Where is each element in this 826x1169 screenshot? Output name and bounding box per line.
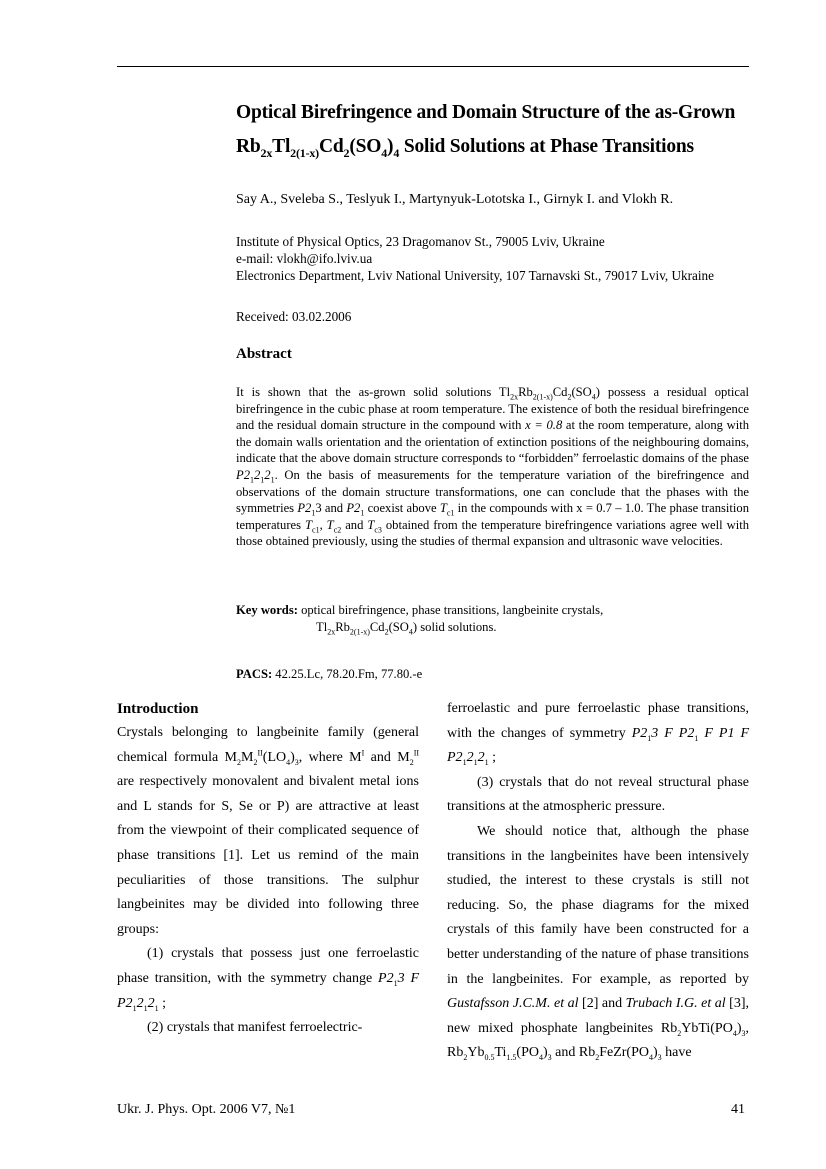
authors: Say A., Sveleba S., Teslyuk I., Martynyuk-Lototska I., Girnyk I. and Vlokh R. — [236, 192, 674, 207]
title-sub: 2 — [343, 145, 350, 160]
affiliation-1: Institute of Physical Optics, 23 Dragomanov St., 79005 Lviv, Ukraine — [236, 234, 605, 249]
text: and M — [364, 749, 410, 765]
kw-part: (SO — [388, 619, 409, 634]
abstract-text: P2 — [236, 467, 250, 482]
title-line-1: Optical Birefringence and Domain Structure of the as-Grown — [236, 102, 736, 123]
citation-author: Trubach I.G. et al — [625, 996, 726, 1012]
text: , where M — [298, 749, 362, 765]
text: ) — [542, 1045, 548, 1061]
paragraph: (1) crystals that possess just one ferroelastic phase transition, with the symmetry change $P2_13$ F $P2_12_12_1$ ; — [117, 946, 420, 1013]
paragraph: ferroelastic and pure ferroelastic phase transitions, with the changes of symmetry $P2_13$ F $P2_1$ F P1 F $P2_12_12_1$ ; — [447, 701, 749, 767]
abstract-text: obtained from the temperature birefringence variations agree well with those obtained previously, using the studies of thermal expansion and ultrasonic wave velocities. — [236, 517, 749, 549]
title-sub: 4 — [381, 145, 388, 160]
left-column — [117, 697, 419, 1041]
title-sub: 2x — [260, 145, 273, 160]
kw-part: Cd — [369, 619, 385, 634]
abstract-heading: Abstract — [236, 346, 292, 362]
title-sub: 4 — [393, 145, 400, 160]
text: Ti — [494, 1045, 507, 1061]
text: (LO — [262, 749, 287, 765]
text: Crystals belonging to langbeinite family (general chemical formula M — [117, 725, 419, 765]
text: and Rb — [551, 1045, 596, 1061]
abstract-text: It is shown that the as-grown solid solutions Tl — [236, 385, 511, 399]
abstract-body: It is shown that the as-grown solid solutions $Tl_{2x}Rb_{2(1-x)}Cd_2(SO_4)$ possess a residual optical birefringence in the cubic phase at room temperature. The existence of both the residual birefringence and the residual domain structure in the compound with x = 0.8 at the room temperature, along with the domain walls orientation and the orientation of extinction positions of the neighbouring domains, indicate that the above domain structure corresponds to “forbidden” ferroelastic domains of the phase $P2_12_12_1$. On the basis of measurements for the temperature variation of the birefringence and observations of the domain structure transformations, one can conclude that the phases with the symmetries $P2_13$ and $P2_1$ coexist above $T_{c1}$ in the compounds with x = 0.7 – 1.0. The phase transition temperatures $T_{c1}$, $T_{c2}$ and $T_{c3}$ obtained from the temperature birefringence variations agree well with those obtained previously, using the studies of thermal expansion and ultrasonic wave velocities. — [236, 385, 750, 549]
text: P2 — [631, 725, 648, 741]
title-part: ) — [387, 136, 394, 157]
text: (PO — [516, 1045, 539, 1061]
text: ) — [736, 1020, 742, 1036]
title-part: Solid Solutions at Phase Transitions — [399, 136, 694, 157]
abstract-text: T — [305, 517, 313, 532]
title-part: (SO — [349, 136, 382, 157]
abstract-text: and — [341, 517, 368, 532]
abstract-text: x = 0.8 — [525, 418, 563, 433]
text: ) — [653, 1045, 658, 1061]
text: FeZr(PO — [599, 1045, 649, 1061]
text: 3 F P2 — [651, 725, 695, 741]
abstract-text: Rb — [518, 385, 533, 399]
abstract-text: ) possess a residual optical birefringence in the cubic phase at room temperature. The existence of both the residual birefringence and the residual domain structure in the compound with — [236, 385, 749, 433]
pacs-label: PACS: — [236, 667, 273, 681]
right-column — [447, 697, 749, 1066]
abstract-text: T — [439, 501, 447, 516]
top-rule — [117, 66, 749, 67]
text: are respectively monovalent and bivalent metal ions and L stands for S, Se or P) are attractive at least from the viewpoint of their complicated sequence of phase transitions [1]. Let us remind of the main peculiarities of those transitions. The sulphur langbeinites may be divided into following three groups: — [117, 774, 419, 937]
page-number: 41 — [731, 1102, 745, 1117]
citation-author: Gustafsson J.C.M. et al — [447, 996, 579, 1012]
text: P2 — [378, 970, 394, 986]
abstract-text: . On the basis of measurements for the temperature variation of the birefringence and observations of the domain structure transformations, one can conclude that the phases with the symmetries — [236, 467, 749, 516]
title-sub: 2(1-x) — [290, 145, 319, 160]
title-part: Tl — [272, 136, 291, 157]
text: YbTi(PO — [681, 1020, 733, 1036]
text: We should notice that, although the phase transitions in the langbeinites have been intensively studied, the interest to these crystals is still not reducing. So, the phase diagrams for the mixed crystals of this family have been constructed for a better understanding of the nature of phase transitions in the langbeinites. For example, as reported by — [447, 823, 749, 987]
paragraph: (3) crystals that do not reveal structural phase transitions at the atmospheric pressure. — [447, 774, 749, 815]
keywords-line-2: $Tl_{2x}Rb_{2(1-x)}Cd_2(SO_4)$ solid solutions. — [316, 619, 497, 637]
text: M — [241, 749, 254, 765]
paragraph: Crystals belonging to langbeinite family (general chemical formula $M_2M_2^{II}(LO_4)_3$, where $M^I$ and $M_2^{II}$ are respectively monovalent and bivalent metal ions and L stands for S, Se or P) are attractive at least from the viewpoint of their complicated sequence of phase transitions [1]. Let us remind of the main peculiarities of those transitions. The sulphur langbeinites may be divided into following three groups: — [117, 725, 420, 937]
paper-title — [236, 96, 756, 164]
abstract-text: P2 — [346, 501, 361, 516]
text: 3 F P2 — [117, 970, 420, 1011]
abstract-text: (SO — [571, 385, 592, 399]
title-part: Cd — [318, 136, 344, 157]
abstract-text: P2 — [297, 501, 312, 516]
abstract-text: 2 — [264, 467, 271, 482]
kw-part: Rb — [335, 619, 350, 634]
affiliation-2: Electronics Department, Lviv National University, 107 Tarnavski St., 79017 Lviv, Ukraine — [236, 268, 714, 283]
text: Yb — [467, 1045, 485, 1061]
text: 2 — [466, 750, 474, 766]
abstract-text: T — [367, 517, 375, 532]
abstract-text: Cd — [552, 385, 568, 399]
abstract-text: , T — [319, 517, 334, 532]
text: , Rb — [447, 1020, 749, 1061]
kw-part: Tl — [316, 619, 328, 634]
affiliations — [236, 233, 756, 284]
text: 2 — [136, 995, 144, 1011]
text: [3], new mixed phosphate langbeinites Rb — [447, 996, 749, 1036]
email: e-mail: vlokh@ifo.lviv.ua — [236, 251, 373, 266]
text: ferroelastic and pure ferroelastic phase transitions, with the changes of symmetry — [447, 701, 749, 741]
keywords — [236, 602, 749, 635]
abstract-text: at the room temperature, along with the domain walls orientation and the orientation of extinction positions of the neighbouring domains, indicate that the above domain structure corresponds to “forbidden” ferroelastic domains of the phase — [236, 418, 749, 466]
pacs-text: 42.25.Lc, 78.20.Fm, 77.80.-e — [272, 667, 423, 681]
received-date: Received: 03.02.2006 — [236, 309, 352, 324]
text: 2 — [147, 995, 155, 1011]
abstract-text: in the compounds with x = 0.7 – 1.0. The phase transition temperatures — [236, 501, 750, 532]
abstract-text: 2 — [254, 467, 261, 482]
pacs — [236, 667, 422, 682]
text: ; — [158, 995, 166, 1011]
keywords-text: optical birefringence, phase transitions, langbeinite crystals, — [297, 603, 604, 617]
text: ) — [290, 749, 295, 765]
footer-journal: Ukr. J. Phys. Opt. 2006 V7, №1 — [117, 1102, 296, 1117]
text: have — [661, 1045, 692, 1061]
text: (1) crystals that possess just one ferroelastic phase transition, with the symmetry change — [117, 946, 419, 986]
keywords-label: Key words: — [236, 603, 298, 617]
abstract-text: coexist above — [364, 501, 440, 516]
kw-part: ) solid solutions. — [412, 619, 497, 634]
introduction-heading: Introduction — [117, 701, 199, 717]
title-part: Rb — [236, 136, 261, 157]
abstract-text: 3 and — [315, 501, 347, 516]
paragraph: We should notice that, although the phase transitions in the langbeinites have been intensively studied, the interest to these crystals is still not reducing. So, the phase diagrams for the mixed crystals of this family have been constructed for a better understanding of the nature of phase transitions in the langbeinites. For example, as reported by Gustafsson J.C.M. et al [2] and Trubach I.G. et al [3], new mixed phosphate langbeinites $Rb_2YbTi(PO_4)_3$, $Rb_2Yb_{0.5}Ti_{1.5}(PO_4)_3$ and $Rb_2FeZr(PO_4)_3$ have — [447, 823, 749, 1063]
paragraph: (2) crystals that manifest ferroelectric- — [147, 1020, 363, 1036]
text: ; — [488, 750, 496, 766]
text: 2 — [477, 750, 485, 766]
text: F P1 F P2 — [447, 725, 749, 766]
text: [2] and — [578, 996, 626, 1012]
